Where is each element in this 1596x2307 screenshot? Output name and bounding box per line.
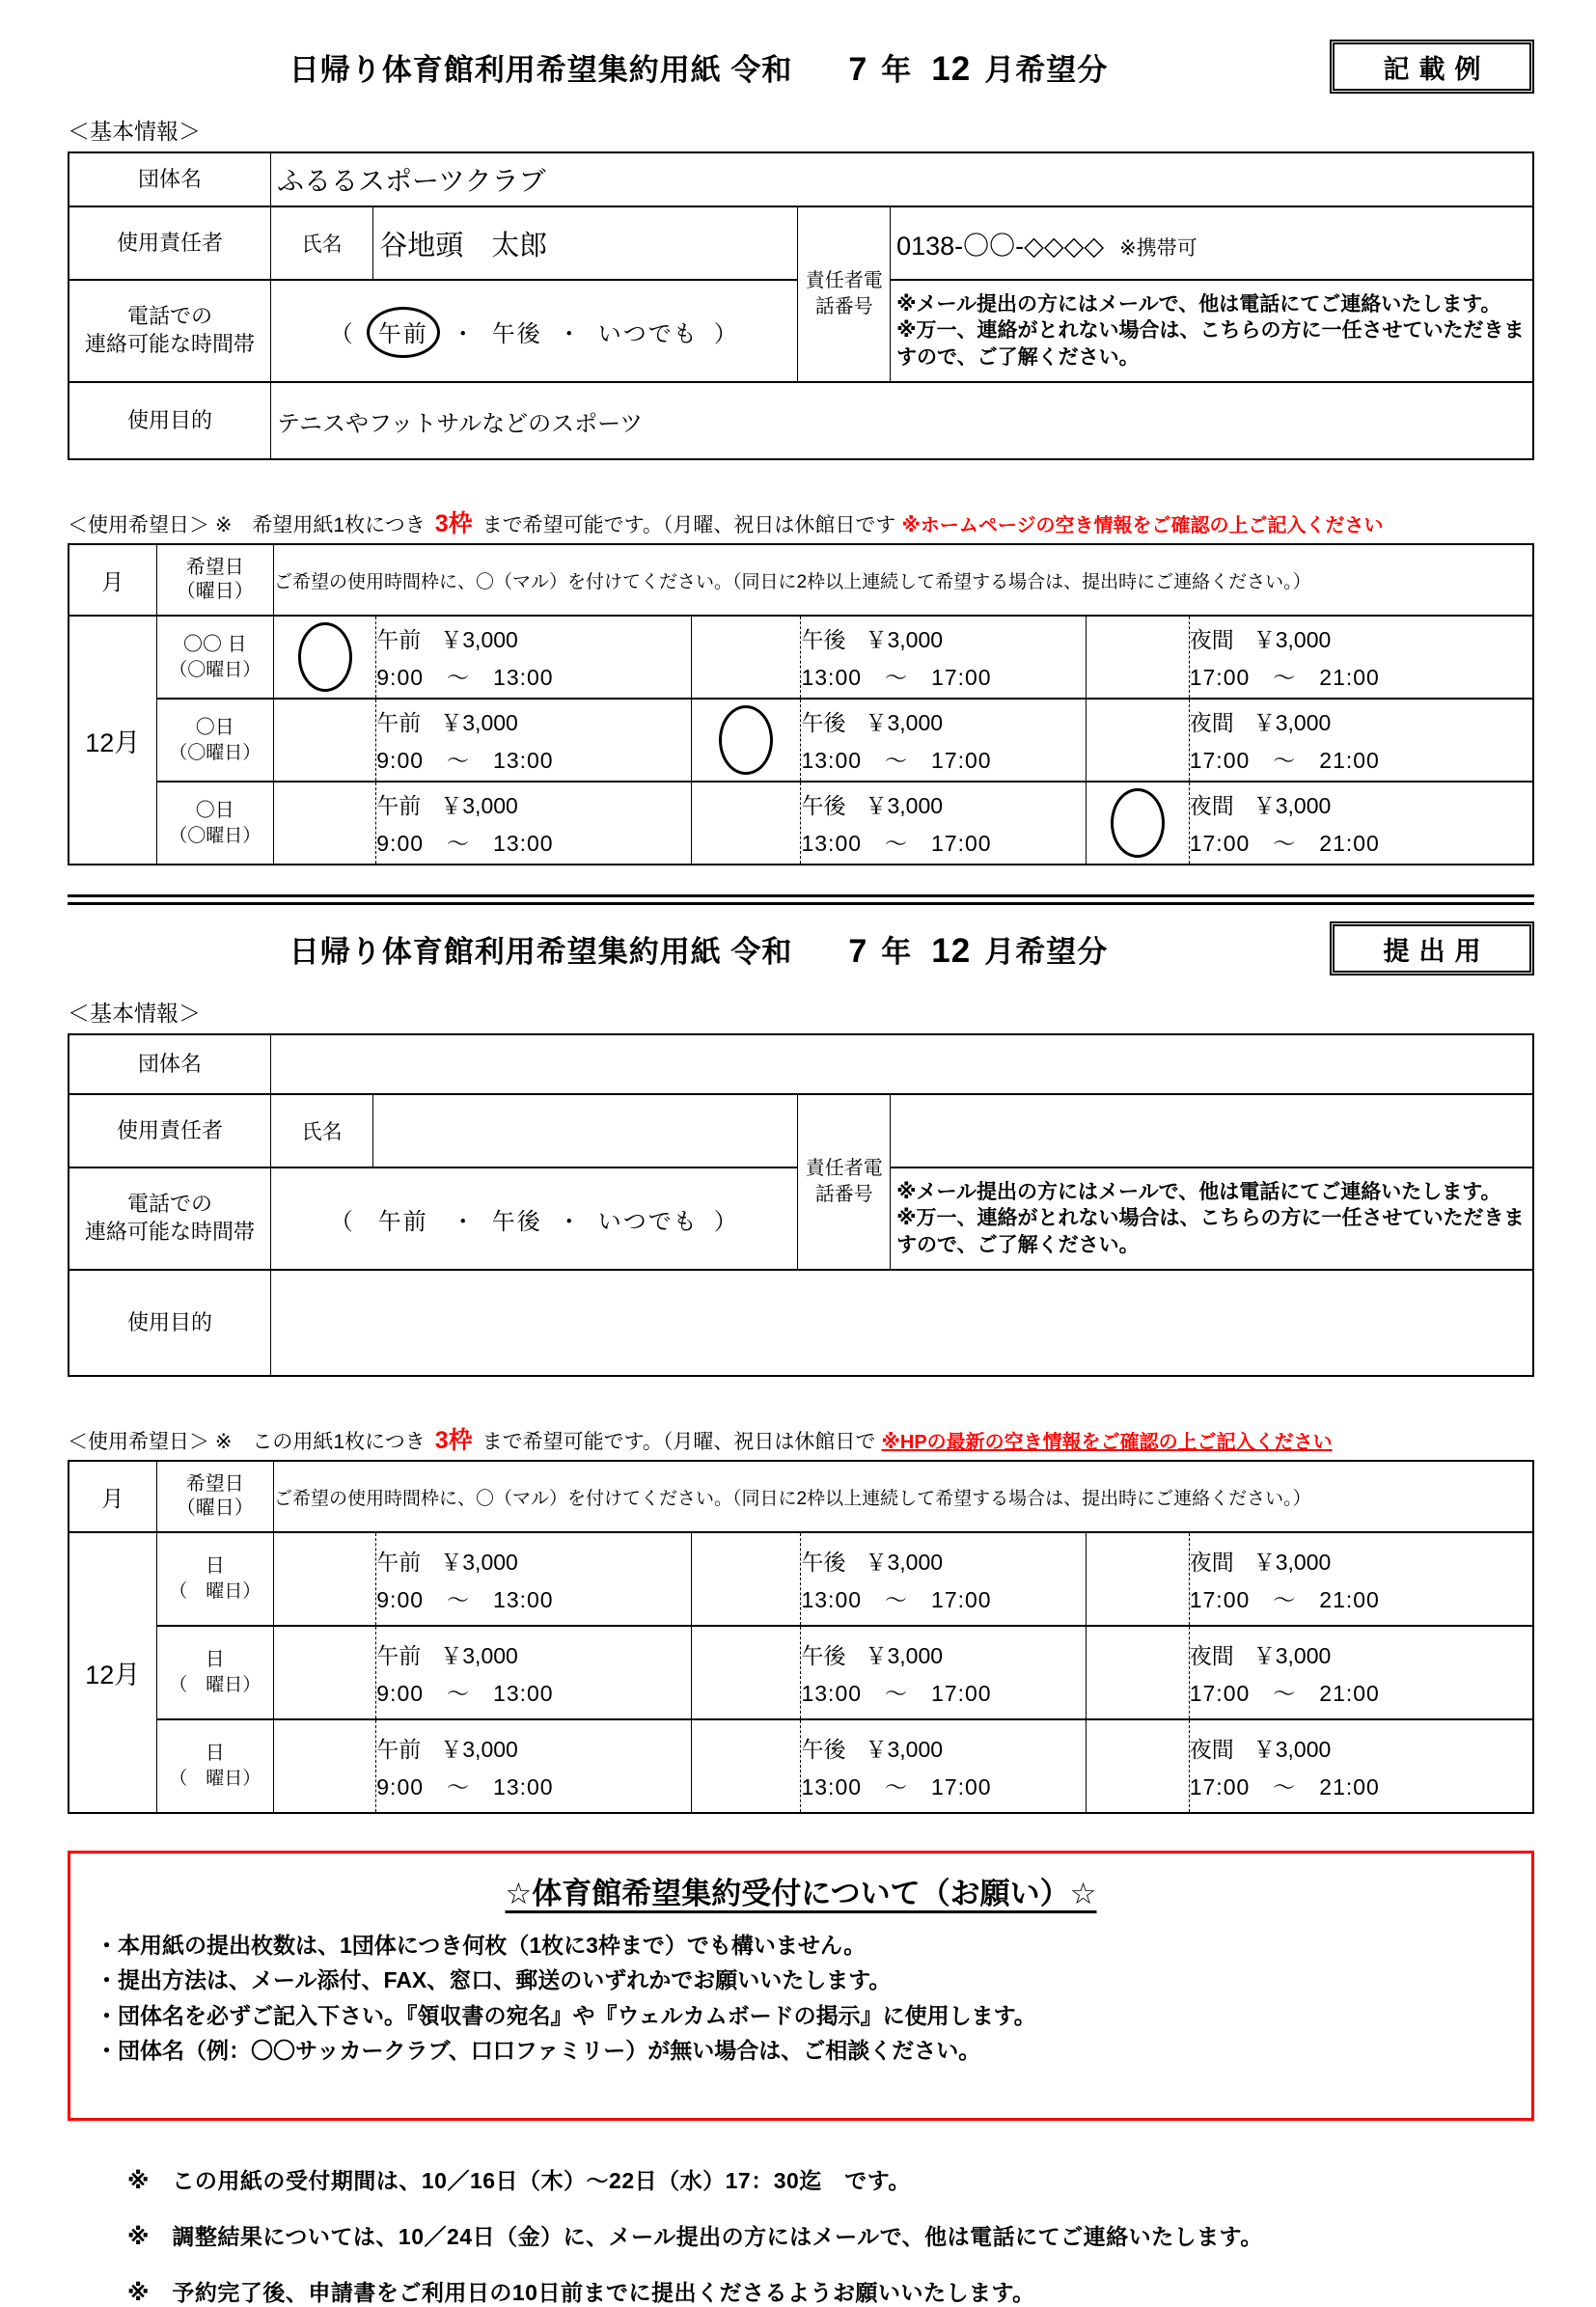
afternoon-mark-cell <box>691 782 801 865</box>
day-header-line1: 希望日 <box>185 557 244 578</box>
option-pm-label: 午後 <box>491 320 542 347</box>
phone-column-label: 責任者電話番号 <box>798 1094 891 1270</box>
day-line2: （〇曜日） <box>169 659 261 680</box>
notice-bullet: ・団体名（例：〇〇サッカークラブ、口口ファミリー）が無い場合は、ご相談ください。 <box>96 2037 981 2063</box>
dot-separator: ・ <box>557 320 583 347</box>
slot-name: 午後 <box>801 1642 846 1668</box>
day-cell <box>156 1626 273 1719</box>
wish-header-text2: まで希望可能です。（月曜、祝日は休館日で <box>482 1431 876 1453</box>
month-number: 12 <box>931 49 972 88</box>
dot-separator: ・ <box>451 1208 477 1235</box>
basic-info-section-label: ＜基本情報＞ <box>68 119 201 144</box>
slot-price: ￥3,000 <box>865 1549 944 1575</box>
month-value: 12月 <box>69 1532 156 1813</box>
slot-time: 13:00 ～ 17:00 <box>801 665 992 690</box>
wish-date-table <box>68 1460 1534 1814</box>
slot-price: ￥3,000 <box>440 793 518 818</box>
notice-box <box>68 1851 1534 2121</box>
slot-name: 午前 <box>376 710 422 735</box>
option-am-label: 午前 <box>377 1208 428 1235</box>
wish-max-count-red: 3枠 <box>434 510 473 537</box>
wish-section-header <box>68 505 1534 539</box>
afternoon-slot <box>801 1532 1087 1626</box>
contact-time-label-line2: 連絡可能な時間帯 <box>84 1220 255 1244</box>
evening-mark-cell <box>1087 1532 1189 1626</box>
slot-time: 17:00 ～ 21:00 <box>1189 665 1380 690</box>
group-name-label: 団体名 <box>69 152 270 206</box>
slot-price: ￥3,000 <box>440 1736 518 1762</box>
wish-header-text2: まで希望可能です。（月曜、祝日は休館日です <box>482 514 896 536</box>
form-title <box>68 927 1330 971</box>
wish-red-note: ※HPの最新の空き情報をご確認の上ご記入ください <box>881 1432 1333 1453</box>
phone-column-label: 責任者電話番号 <box>798 206 891 382</box>
day-line2: （〇曜日） <box>169 742 261 763</box>
day-cell <box>156 699 273 782</box>
name-label: 氏名 <box>270 206 372 280</box>
slot-name: 夜間 <box>1189 1736 1234 1762</box>
slot-time: 9:00 ～ 13:00 <box>376 1680 554 1706</box>
day-line1: 日 <box>205 1649 225 1671</box>
stamp-label: 提出用 <box>1383 936 1491 966</box>
month-column-header: 月 <box>69 544 156 616</box>
day-line1: 日 <box>205 1743 225 1765</box>
slot-time: 17:00 ～ 21:00 <box>1189 1680 1380 1706</box>
notice-bullet: ・本用紙の提出枚数は、1団体につき何枚（1枚に3枠まで）でも構いません。 <box>96 1933 867 1958</box>
phone-mobile-ok-note: ※携帯可 <box>1119 236 1197 260</box>
paren-open: （ <box>329 1208 355 1235</box>
month-unit: 月希望分 <box>984 52 1109 87</box>
afternoon-slot <box>801 699 1087 782</box>
contact-time-label <box>69 280 270 382</box>
basic-info-section-label: ＜基本情報＞ <box>68 1001 201 1026</box>
manager-name-input-area <box>373 1094 798 1167</box>
am-circle-mark <box>367 307 440 358</box>
day-header-line1: 希望日 <box>185 1473 244 1495</box>
slot-time: 9:00 ～ 13:00 <box>376 1773 554 1799</box>
morning-mark-cell <box>274 1626 376 1719</box>
slot-price: ￥3,000 <box>865 627 944 652</box>
slot-price: ￥3,000 <box>440 710 518 735</box>
purpose-label: 使用目的 <box>69 1270 270 1376</box>
slot-price: ￥3,000 <box>1252 793 1332 818</box>
slot-price: ￥3,000 <box>865 1642 944 1668</box>
footer-note: ※ この用紙の受付期間は、10／16日（木）～22日（水）17：30迄 です。 <box>127 2168 911 2194</box>
purpose-value: テニスやフットサルなどのスポーツ <box>270 382 1533 459</box>
footer-note: ※ 予約完了後、申請書をご利用日の10日前までに提出くださるようお願いいたします。 <box>127 2280 1035 2306</box>
slot-time: 9:00 ～ 13:00 <box>376 831 554 856</box>
slot-name: 午前 <box>376 1736 422 1762</box>
contact-note-line1: ※メール提出の方にはメールで、他は電話にてご連絡いたします。 <box>896 1181 1501 1204</box>
day-cell <box>156 616 273 699</box>
table-instruction: ご希望の使用時間枠に、〇（マル）を付けてください。（同日に2枠以上連続して希望する場合は、提出時にご連絡ください。） <box>274 544 1533 616</box>
year-unit: 年 <box>881 52 913 87</box>
day-column-header <box>156 544 273 616</box>
paren-close: ） <box>713 1208 739 1235</box>
phone-number: 0138-〇〇-◇◇◇◇ <box>896 231 1105 261</box>
slot-time: 13:00 ～ 17:00 <box>801 831 992 856</box>
submission-stamp-box <box>1330 921 1534 975</box>
evening-slot <box>1189 616 1533 699</box>
wish-red-note: ※ホームページの空き情報をご確認の上ご記入ください <box>901 515 1384 536</box>
example-title-row <box>68 37 1534 96</box>
table-instruction: ご希望の使用時間枠に、〇（マル）を付けてください。（同日に2枠以上連続して希望する場合は、提出時にご連絡ください。） <box>274 1461 1533 1532</box>
slot-name: 午前 <box>376 1549 422 1575</box>
slot-name: 午後 <box>801 627 846 652</box>
slot-time: 9:00 ～ 13:00 <box>376 748 554 773</box>
afternoon-mark-cell <box>691 699 801 782</box>
day-column-header <box>156 1461 273 1532</box>
slot-name: 夜間 <box>1189 627 1234 652</box>
dot-separator: ・ <box>451 320 477 347</box>
contact-note-line1: ※メール提出の方にはメールで、他は電話にてご連絡いたします。 <box>896 293 1501 316</box>
manager-name-value: 谷地頭 太郎 <box>373 206 798 280</box>
slot-time: 9:00 ～ 13:00 <box>376 665 554 690</box>
circle-mark <box>1111 788 1165 858</box>
day-line1: 〇〇 日 <box>183 633 247 655</box>
slot-price: ￥3,000 <box>865 710 944 735</box>
footer-note: ※ 調整結果については、10／24日（金）に、メール提出の方にはメールで、他は電話にてご連絡いたします。 <box>127 2224 1263 2250</box>
day-header-line2: （曜日） <box>176 1497 254 1519</box>
slot-time: 9:00 ～ 13:00 <box>376 1586 554 1612</box>
slot-price: ￥3,000 <box>1252 627 1332 652</box>
day-line2: （〇曜日） <box>169 825 261 846</box>
morning-mark-cell <box>274 782 376 865</box>
slot-price: ￥3,000 <box>440 1642 518 1668</box>
contact-time-label <box>69 1167 270 1270</box>
paren-close: ） <box>713 320 739 347</box>
day-line1: 〇日 <box>195 716 234 738</box>
afternoon-mark-cell <box>691 616 801 699</box>
stamp-label: 記載例 <box>1383 54 1491 84</box>
slot-time: 13:00 ～ 17:00 <box>801 748 992 773</box>
month-unit: 月希望分 <box>984 934 1109 969</box>
day-line1: 〇日 <box>195 799 234 821</box>
era-year: 7 <box>848 932 868 970</box>
form-title <box>68 45 1330 89</box>
evening-mark-cell <box>1087 616 1189 699</box>
phone-value-cell <box>891 206 1533 280</box>
day-header-line2: （曜日） <box>176 581 254 602</box>
morning-slot <box>376 616 691 699</box>
forms-divider-rule <box>68 894 1534 905</box>
wish-header-text: ＜使用希望日＞ ※ この用紙1枚につき <box>68 1431 426 1453</box>
month-column-header: 月 <box>69 1461 156 1532</box>
contact-note-line2: ※万一、連絡がとれない場合は、こちらの方に一任させていただきますので、ご了解ください。 <box>896 1207 1525 1256</box>
basic-info-table <box>68 151 1534 460</box>
slot-time: 17:00 ～ 21:00 <box>1189 748 1380 773</box>
group-name-label: 団体名 <box>69 1034 270 1094</box>
day-cell <box>156 782 273 865</box>
evening-mark-cell <box>1087 782 1189 865</box>
slot-time: 13:00 ～ 17:00 <box>801 1586 992 1612</box>
manager-label: 使用責任者 <box>69 206 270 280</box>
afternoon-slot <box>801 1626 1087 1719</box>
day-line2: （ 曜日） <box>169 1581 261 1603</box>
evening-mark-cell <box>1087 699 1189 782</box>
example-stamp-box <box>1330 40 1534 94</box>
manager-label: 使用責任者 <box>69 1094 270 1167</box>
contact-time-label-line1: 電話での <box>126 1192 212 1217</box>
title-prefix: 日帰り体育館利用希望集約用紙 令和 <box>289 934 793 969</box>
evening-slot <box>1189 699 1533 782</box>
afternoon-slot <box>801 782 1087 865</box>
day-line1: 日 <box>205 1555 225 1578</box>
morning-slot <box>376 1532 691 1626</box>
morning-slot <box>376 1626 691 1719</box>
circle-mark <box>719 705 773 775</box>
slot-name: 午後 <box>801 1736 846 1762</box>
slot-time: 17:00 ～ 21:00 <box>1189 831 1380 856</box>
submission-form-section <box>68 919 1534 1814</box>
slot-time: 13:00 ～ 17:00 <box>801 1680 992 1706</box>
option-anytime-label: いつでも <box>597 1208 699 1235</box>
slot-price: ￥3,000 <box>1252 1736 1332 1762</box>
slot-name: 午後 <box>801 1549 846 1575</box>
slot-time: 13:00 ～ 17:00 <box>801 1773 992 1799</box>
month-value: 12月 <box>69 616 156 865</box>
slot-name: 夜間 <box>1189 1549 1234 1575</box>
evening-mark-cell <box>1087 1626 1189 1719</box>
wish-header-text: ＜使用希望日＞ ※ 希望用紙1枚につき <box>68 514 426 536</box>
footer-notes <box>127 2163 1534 2307</box>
notice-bullet: ・提出方法は、メール添付、FAX、窓口、郵送のいずれかでお願いいたします。 <box>96 1967 892 1993</box>
evening-slot <box>1189 1626 1533 1719</box>
morning-mark-cell <box>274 1532 376 1626</box>
slot-price: ￥3,000 <box>1252 710 1332 735</box>
slot-price: ￥3,000 <box>440 627 518 652</box>
morning-slot <box>376 699 691 782</box>
slot-price: ￥3,000 <box>440 1549 518 1575</box>
slot-name: 夜間 <box>1189 793 1234 818</box>
wish-date-table <box>68 543 1534 865</box>
afternoon-slot <box>801 1719 1087 1813</box>
era-year: 7 <box>848 50 868 88</box>
slot-price: ￥3,000 <box>865 1736 944 1762</box>
notice-bullet: ・団体名を必ずご記入下さい。『領収書の宛名』や『ウェルカムボードの掲示』に使用します。 <box>96 2002 1036 2028</box>
slot-name: 夜間 <box>1189 710 1234 735</box>
slot-time: 17:00 ～ 21:00 <box>1189 1773 1380 1799</box>
option-am-label: 午前 <box>377 320 428 347</box>
morning-mark-cell <box>274 1719 376 1813</box>
slot-time: 17:00 ～ 21:00 <box>1189 1586 1380 1612</box>
paren-open: （ <box>329 320 355 347</box>
slot-name: 午後 <box>801 793 846 818</box>
afternoon-mark-cell <box>691 1719 801 1813</box>
month-number: 12 <box>931 931 972 970</box>
contact-method-note <box>891 1167 1533 1270</box>
slot-name: 夜間 <box>1189 1642 1234 1668</box>
slot-name: 午前 <box>376 1642 422 1668</box>
morning-slot <box>376 782 691 865</box>
day-line2: （ 曜日） <box>169 1769 261 1790</box>
evening-slot <box>1189 1719 1533 1813</box>
circle-mark <box>298 622 352 692</box>
option-pm-label: 午後 <box>491 1208 542 1235</box>
purpose-label: 使用目的 <box>69 382 270 459</box>
contact-note-line2: ※万一、連絡がとれない場合は、こちらの方に一任させていただきますので、ご了解ください。 <box>896 319 1525 369</box>
evening-mark-cell <box>1087 1719 1189 1813</box>
contact-time-label-line1: 電話での <box>126 304 212 329</box>
contact-method-note <box>891 280 1533 382</box>
wish-section-header <box>68 1421 1534 1456</box>
option-am <box>371 1202 436 1236</box>
day-cell <box>156 1532 273 1626</box>
morning-mark-cell <box>274 616 376 699</box>
purpose-input-area <box>270 1270 1533 1376</box>
slot-name: 午前 <box>376 627 422 652</box>
notice-title: ☆体育館希望集約受付について（お願い）☆ <box>505 1877 1097 1910</box>
slot-price: ￥3,000 <box>1252 1549 1332 1575</box>
example-form-section <box>68 37 1534 865</box>
slot-price: ￥3,000 <box>865 793 944 818</box>
morning-slot <box>376 1719 691 1813</box>
morning-mark-cell <box>274 699 376 782</box>
year-unit: 年 <box>881 934 913 969</box>
evening-slot <box>1189 1532 1533 1626</box>
group-name-input-area <box>270 1034 1533 1094</box>
afternoon-slot <box>801 616 1087 699</box>
afternoon-mark-cell <box>691 1626 801 1719</box>
afternoon-mark-cell <box>691 1532 801 1626</box>
slot-price: ￥3,000 <box>1252 1642 1332 1668</box>
wish-max-count-red: 3枠 <box>434 1427 473 1454</box>
phone-input-area <box>891 1094 1533 1167</box>
slot-name: 午後 <box>801 710 846 735</box>
option-anytime-label: いつでも <box>597 320 699 347</box>
day-cell <box>156 1719 273 1813</box>
contact-time-label-line2: 連絡可能な時間帯 <box>84 332 255 356</box>
contact-time-options <box>270 280 797 382</box>
evening-slot <box>1189 782 1533 865</box>
submission-title-row <box>68 919 1534 978</box>
contact-time-options <box>270 1167 797 1270</box>
basic-info-table <box>68 1033 1534 1377</box>
name-label: 氏名 <box>270 1094 372 1167</box>
option-am <box>371 315 436 348</box>
day-line2: （ 曜日） <box>169 1675 261 1696</box>
title-prefix: 日帰り体育館利用希望集約用紙 令和 <box>289 52 793 87</box>
group-name-value: ふるるスポーツクラブ <box>270 152 1533 206</box>
dot-separator: ・ <box>557 1208 583 1235</box>
slot-name: 午前 <box>376 793 422 818</box>
